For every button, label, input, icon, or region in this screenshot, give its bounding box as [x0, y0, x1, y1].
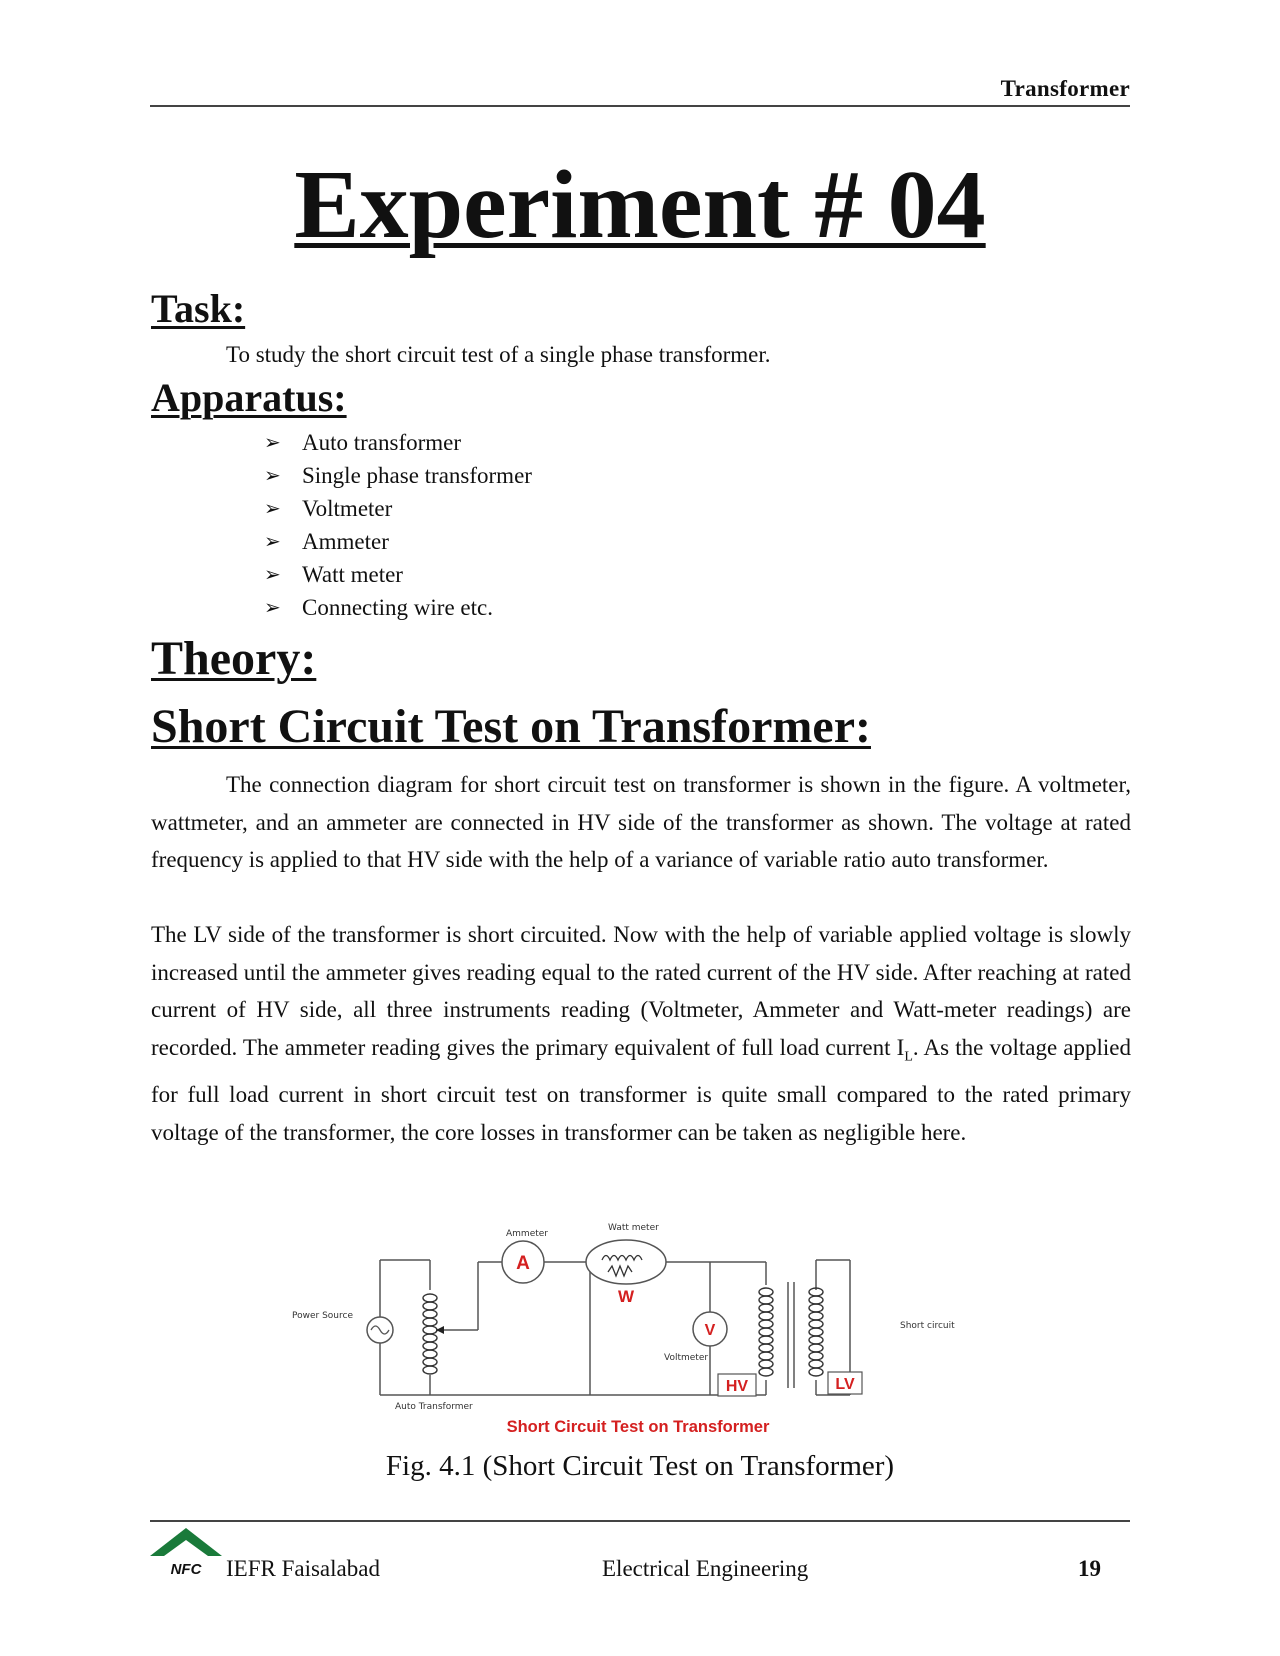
- auto-transformer-label: Auto Transformer: [395, 1402, 473, 1412]
- running-header: Transformer: [1000, 76, 1130, 101]
- circuit-diagram: [280, 1220, 1000, 1440]
- header-rule: [150, 105, 1130, 107]
- arrow-bullet-icon: ➢: [264, 562, 281, 586]
- lv-winding: [809, 1288, 823, 1376]
- svg-text:LV: LV: [835, 1376, 855, 1393]
- apparatus-heading: Apparatus:: [151, 375, 347, 420]
- list-item: ➢ Voltmeter: [264, 492, 532, 525]
- list-item: ➢ Single phase transformer: [264, 459, 532, 492]
- wattmeter-icon: [586, 1240, 666, 1284]
- arrow-bullet-icon: ➢: [264, 430, 281, 454]
- svg-text:A: A: [516, 1253, 530, 1274]
- footer-rule: [150, 1520, 1130, 1522]
- hv-winding: [759, 1288, 773, 1376]
- power-source-label: Power Source: [292, 1311, 353, 1321]
- arrow-bullet-icon: ➢: [264, 595, 281, 619]
- list-item: ➢ Auto transformer: [264, 426, 532, 459]
- auto-transformer-coil: [423, 1294, 437, 1374]
- ammeter-label: Ammeter: [506, 1229, 548, 1239]
- apparatus-list: [264, 426, 532, 624]
- tap-arrow-icon: [436, 1326, 444, 1334]
- subsection-heading: Short Circuit Test on Transformer:: [151, 700, 871, 753]
- svg-text:NFC: NFC: [170, 1561, 202, 1578]
- theory-paragraph-1: The connection diagram for short circuit test on transformer is shown in the figure. A voltmeter, wattmeter, and an ammeter are connected in HV side of the transformer as shown. The voltage at rated frequency is applied to that HV side with the help of a variance of variable ratio auto transformer.: [151, 772, 1131, 873]
- arrow-bullet-icon: ➢: [264, 496, 281, 520]
- footer-institute: IEFR Faisalabad: [226, 1556, 380, 1581]
- nfc-logo-icon: [150, 1526, 226, 1578]
- voltmeter-label: Voltmeter: [664, 1353, 709, 1363]
- theory-paragraph-2: The LV side of the transformer is short circuited. Now with the help of variable applied voltage is slowly increased until the ammeter gives reading equal to the rated current of the HV side. After reaching at rated current of HV side, all three instruments reading (Voltmeter, Ammeter and Watt-meter readings) are recorded. The ammeter reading gives the primary equivalent of full load current $I_L$. As the voltage applied for full load current in short circuit test on transformer is quite small compared to the rated primary voltage of the transformer, the core losses in transformer can be taken as negligible here.: [151, 922, 1131, 1145]
- task-text: To study the short circuit test of a single phase transformer.: [226, 342, 771, 367]
- footer-department: Electrical Engineering: [602, 1556, 809, 1581]
- short-circuit-label: Short circuit: [900, 1321, 955, 1331]
- figure-inner-title: Short Circuit Test on Transformer: [506, 1418, 770, 1436]
- svg-text:W: W: [617, 1287, 635, 1306]
- wattmeter-label: Watt meter: [608, 1223, 659, 1233]
- task-heading: Task:: [151, 286, 246, 331]
- theory-heading: Theory:: [151, 632, 317, 685]
- page-title: Experiment # 04: [294, 151, 986, 259]
- page-number: 19: [1078, 1556, 1101, 1581]
- list-item: ➢ Ammeter: [264, 525, 532, 558]
- figure-caption: Fig. 4.1 (Short Circuit Test on Transformer): [385, 1450, 895, 1482]
- svg-text:HV: HV: [725, 1378, 749, 1395]
- svg-text:V: V: [704, 1322, 716, 1339]
- list-item: ➢ Watt meter: [264, 558, 532, 591]
- arrow-bullet-icon: ➢: [264, 529, 281, 553]
- arrow-bullet-icon: ➢: [264, 463, 281, 487]
- list-item: ➢ Connecting wire etc.: [264, 591, 532, 624]
